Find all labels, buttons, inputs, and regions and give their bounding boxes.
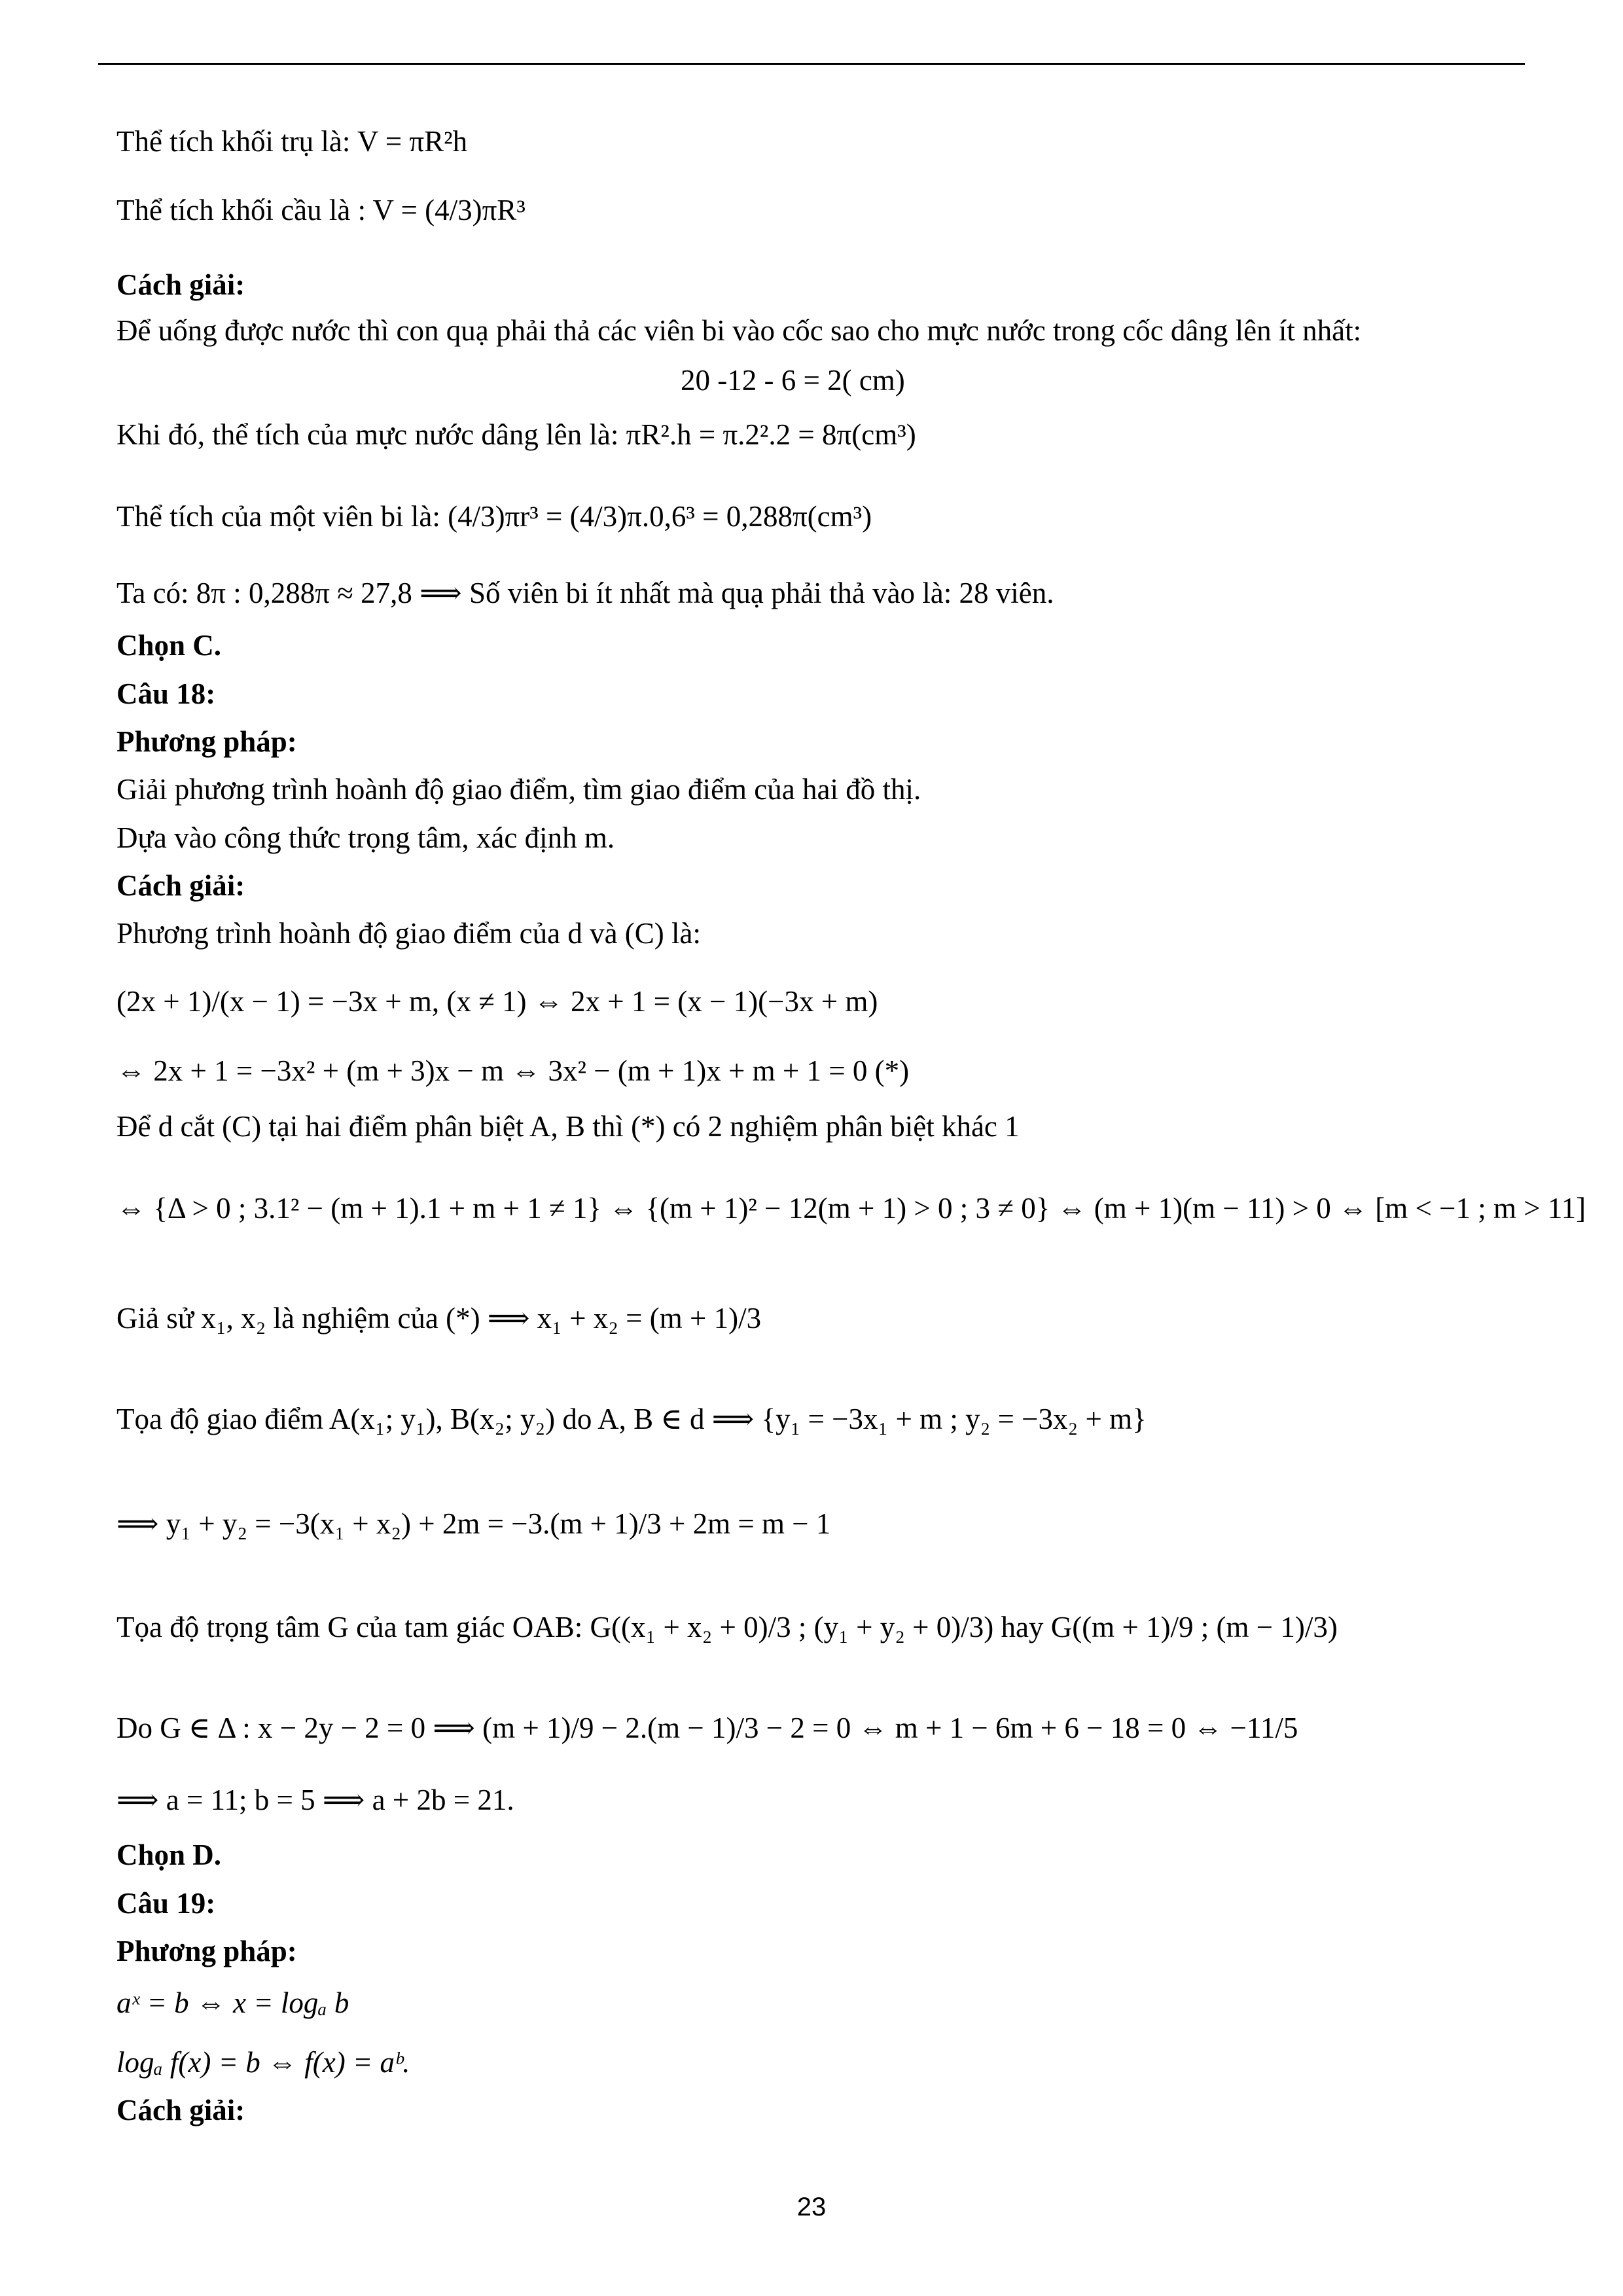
- text-line: Ta có: 8π : 0,288π ≈ 27,8 ⟹ Số viên bi ít nhất mà quạ phải thả vào là: 28 viên.: [116, 577, 1054, 609]
- header-rule: [98, 63, 1525, 65]
- text-line: Do G ∈ Δ : x − 2y − 2 = 0 ⟹ (m + 1)/9 − 2.(m − 1)/3 − 2 = 0 ⇔ m + 1 − 6m + 6 − 18 = 0 ⇔ −11/5: [116, 1712, 1298, 1744]
- text-line: Dựa vào công thức trọng tâm, xác định m.: [116, 821, 615, 854]
- text-line: Khi đó, thể tích của mực nước dâng lên là: πR².h = π.2².2 = 8π(cm³): [116, 418, 916, 451]
- question-heading: Câu 19:: [116, 1887, 216, 1920]
- text-line: Tọa độ trọng tâm G của tam giác OAB: G((x₁ + x₂ + 0)/3 ; (y₁ + y₂ + 0)/3) hay G((m + 1)/9 ; (m − 1)/3): [116, 1611, 1338, 1643]
- equation-line: (2x + 1)/(x − 1) = −3x + m, (x ≠ 1) ⇔ 2x + 1 = (x − 1)(−3x + m): [116, 985, 878, 1018]
- equation-line: ⟹ y₁ + y₂ = −3(x₁ + x₂) + 2m = −3.(m + 1)/3 + 2m = m − 1: [116, 1507, 831, 1540]
- text-line: Giả sử x₁, x₂ là nghiệm của (*) ⟹ x₁ + x₂ = (m + 1)/3: [116, 1302, 762, 1335]
- text-line: Phương trình hoành độ giao điểm của d và (C) là:: [116, 917, 702, 950]
- answer-label: Chọn D.: [116, 1839, 222, 1871]
- text-line: Thể tích của một viên bi là: (4/3)πr³ = (4/3)π.0,6³ = 0,288π(cm³): [116, 500, 872, 533]
- section-heading: Cách giải:: [116, 268, 245, 301]
- question-heading: Câu 18:: [116, 677, 216, 710]
- section-heading: Cách giải:: [116, 869, 245, 902]
- answer-label: Chọn C.: [116, 629, 222, 662]
- formula-line: logₐ f(x) = b ⇔ f(x) = aᵇ.: [116, 2046, 410, 2079]
- text-line: Thể tích khối trụ là: V = πR²h: [116, 125, 468, 158]
- text-line: Để uống được nước thì con quạ phải thả các viên bi vào cốc sao cho mực nước trong cốc dâng lên ít nhất:: [116, 314, 1362, 347]
- equation-line: ⟹ a = 11; b = 5 ⟹ a + 2b = 21.: [116, 1784, 514, 1816]
- equation-line: 20 -12 - 6 = 2( cm): [681, 364, 905, 397]
- text-line: Để d cắt (C) tại hai điểm phân biệt A, B thì (*) có 2 nghiệm phân biệt khác 1: [116, 1110, 1020, 1143]
- formula-line: aˣ = b ⇔ x = logₐ b: [116, 1986, 349, 2019]
- equation-line: ⇔ {Δ > 0 ; 3.1² − (m + 1).1 + m + 1 ≠ 1} ⇔ {(m + 1)² − 12(m + 1) > 0 ; 3 ≠ 0} ⇔ (m + 1)(m − 11) > 0 ⇔ [m < −1 ; m > 11]: [116, 1192, 1586, 1225]
- equation-line: ⇔ 2x + 1 = −3x² + (m + 3)x − m ⇔ 3x² − (m + 1)x + m + 1 = 0 (*): [116, 1054, 910, 1087]
- section-heading: Cách giải:: [116, 2094, 245, 2126]
- text-line: Thể tích khối cầu là : V = (4/3)πR³: [116, 194, 526, 226]
- section-heading: Phương pháp:: [116, 1935, 297, 1967]
- section-heading: Phương pháp:: [116, 725, 297, 758]
- text-line: Giải phương trình hoành độ giao điểm, tìm giao điểm của hai đồ thị.: [116, 773, 921, 806]
- text-line: Tọa độ giao điểm A(x₁; y₁), B(x₂; y₂) do A, B ∈ d ⟹ {y₁ = −3x₁ + m ; y₂ = −3x₂ + m}: [116, 1403, 1147, 1435]
- page-number: 23: [796, 2193, 827, 2221]
